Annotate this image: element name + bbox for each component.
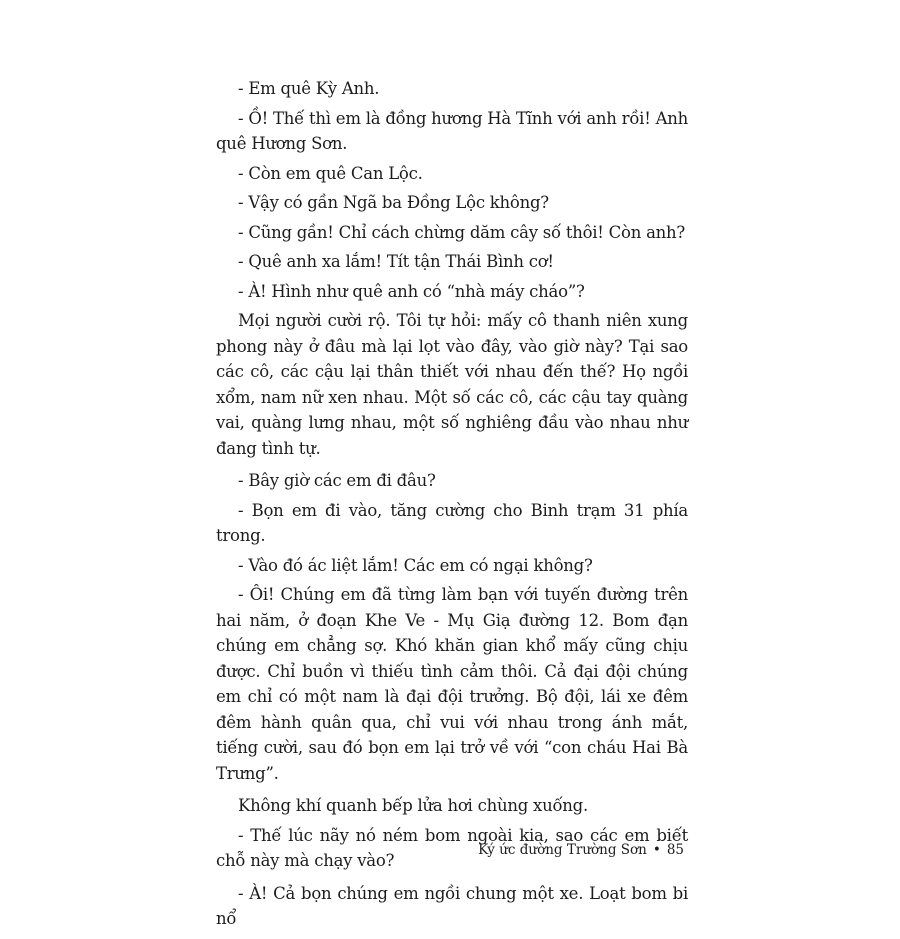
page-footer [478, 842, 684, 858]
paragraph: Không khí quanh bếp lửa hơi chùng xuống. [238, 796, 588, 815]
paragraph: Mọi người cười rộ. Tôi tự hỏi: mấy cô thanh niên xung phong này ở đâu mà lại lọt vào đây, vào giờ này? Tại sao các cô, các cậu lại thân thiết với nhau đến thế? Họ ngồi xổm, nam nữ xen nhau. Một số các cô, các cậu tay quàng vai, quàng lưng nhau, một số nghiêng đầu vào nhau như đang tình tự. [216, 311, 688, 458]
paragraph: - Ôi! Chúng em đã từng làm bạn với tuyến đường trên hai năm, ở đoạn Khe Ve - Mụ Giạ đường 12. Bom đạn chúng em chẳng sợ. Khó khăn gian khổ mấy cũng chịu được. Chỉ buồn vì thiếu tình cảm thôi. Cả đại đội chúng em chỉ có một nam là đại đội trưởng. Bộ đội, lái xe đêm đêm hành quân qua, chỉ vui với nhau trong ánh mắt, tiếng cười, sau đó bọn em lại trở về với “con cháu Hai Bà Trưng”. [216, 585, 688, 783]
running-title: Ký ức đường Trường Sơn [478, 842, 647, 858]
paragraph: - Còn em quê Can Lộc. [238, 163, 423, 183]
paragraph: - À! Hình như quê anh có “nhà máy cháo”? [238, 281, 585, 301]
paragraph: - Thế lúc nãy nó ném bom ngoài kia, sao các em biết chỗ này mà chạy vào? [216, 825, 688, 870]
paragraph: - Vậy có gần Ngã ba Đồng Lộc không? [238, 193, 549, 212]
paragraph: - À! Cả bọn chúng em ngồi chung một xe. Loạt bom bi nổ [216, 883, 688, 928]
paragraph: - Quê anh xa lắm! Tít tận Thái Bình cơ! [238, 252, 554, 271]
paragraph: - Vào đó ác liệt lắm! Các em có ngại không? [238, 555, 593, 575]
paragraph: - Ồ! Thế thì em là đồng hương Hà Tĩnh với anh rồi! Anh quê Hương Sơn. [216, 108, 688, 153]
paragraph: - Bọn em đi vào, tăng cường cho Binh trạm 31 phía trong. [216, 500, 688, 545]
footer-separator: • [652, 842, 661, 858]
paragraph: - Em quê Kỳ Anh. [238, 79, 380, 98]
body-text [216, 76, 688, 939]
paragraph: - Cũng gần! Chỉ cách chừng dăm cây số thôi! Còn anh? [238, 222, 686, 242]
paragraph: - Bây giờ các em đi đâu? [238, 471, 436, 490]
page-number: 85 [666, 842, 684, 858]
